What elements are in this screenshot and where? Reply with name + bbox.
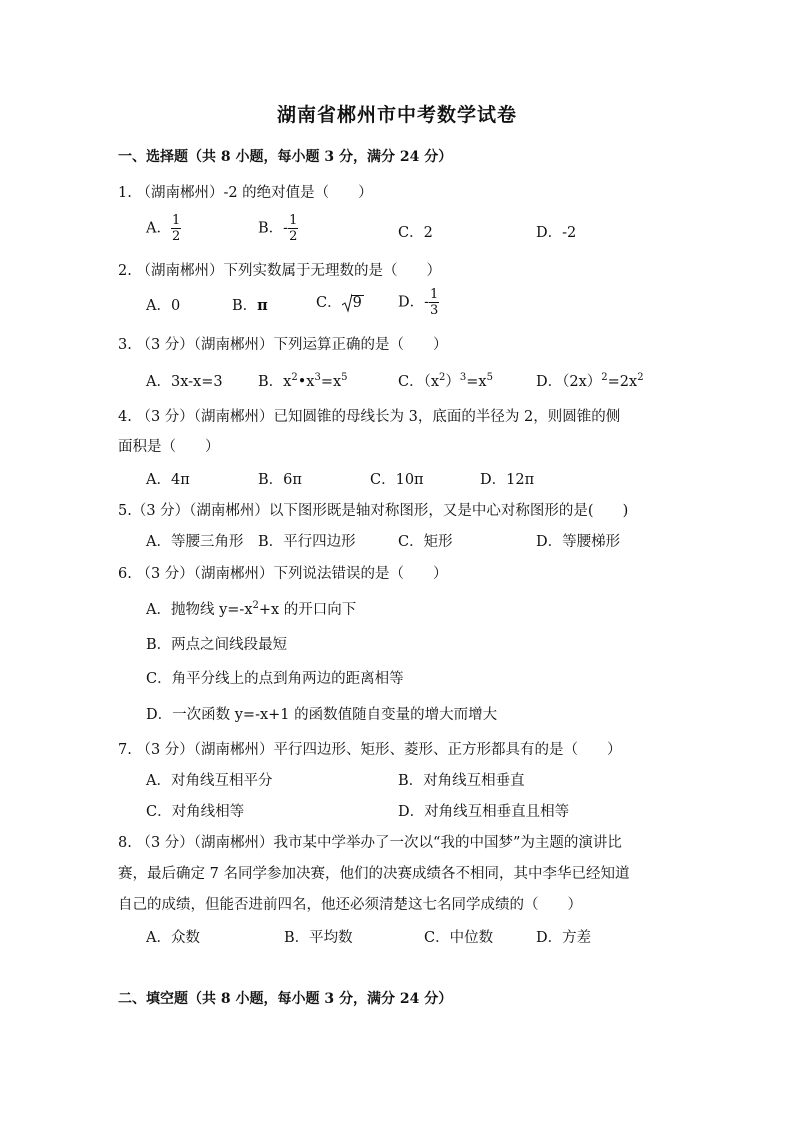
- numerator: 1: [171, 213, 181, 228]
- option-label: D．-: [398, 294, 430, 311]
- fraction: [288, 214, 298, 243]
- question-3-option-b: [258, 370, 348, 391]
- question-5-stem: 5.（3 分）（湖南郴州）以下图形既是轴对称图形，又是中心对称图形的是( ): [118, 503, 629, 519]
- question-4-option-b: B．6π: [258, 472, 302, 488]
- pi-symbol: π: [257, 297, 268, 314]
- term: =x: [466, 374, 487, 390]
- fraction: [171, 214, 181, 243]
- question-1-option-c: C．2: [398, 225, 433, 241]
- question-8-option-c: C．中位数: [424, 930, 494, 946]
- question-3-option-d: [536, 370, 644, 391]
- exponent: 2: [601, 372, 608, 383]
- question-8-option-b: B．平均数: [284, 930, 353, 946]
- option-text: +x 的开口向下: [258, 602, 357, 618]
- question-4-option-c: C．10π: [370, 472, 424, 488]
- question-6-option-b: B．两点之间线段最短: [146, 637, 288, 653]
- question-3-option-a: A．3x-x=3: [146, 374, 223, 390]
- question-2-option-d: [398, 288, 439, 317]
- question-4-option-a: A．4π: [146, 472, 190, 488]
- option-label: D．（2x）: [536, 374, 602, 390]
- exponent: 5: [341, 372, 348, 383]
- question-6-option-c: C．角平分线上的点到角两边的距离相等: [146, 671, 404, 687]
- fraction: [429, 288, 439, 317]
- question-3-option-c: [398, 370, 493, 391]
- question-4-stem-line1: 4. （3 分）（湖南郴州）已知圆锥的母线长为 3，底面的半径为 2，则圆锥的侧: [118, 409, 621, 425]
- option-label: B．: [258, 374, 284, 390]
- question-5-option-d: D．等腰梯形: [536, 534, 621, 550]
- question-6-stem: 6. （3 分）（湖南郴州）下列说法错误的是（ ）: [118, 566, 448, 582]
- question-2-option-c: [316, 291, 364, 313]
- question-8-stem-line1: 8. （3 分）（湖南郴州）我市某中学举办了一次以“我的中国梦”为主题的演讲比: [118, 835, 622, 851]
- question-7-option-b: B．对角线互相垂直: [398, 773, 525, 789]
- question-6-option-a: [146, 598, 356, 619]
- square-root: [342, 293, 364, 313]
- section-heading-fill-in: 二、填空题（共 8 小题，每小题 3 分，满分 24 分）: [118, 991, 453, 1007]
- numerator: 1: [289, 213, 298, 228]
- question-1-option-b: [258, 214, 298, 243]
- term: =2x: [607, 374, 638, 390]
- page-title: 湖南省郴州市中考数学试卷: [276, 104, 517, 126]
- option-label: A．: [146, 220, 171, 237]
- question-2-option-b: [232, 294, 268, 315]
- question-8-option-d: D．方差: [536, 930, 592, 946]
- question-5-option-c: C．矩形: [398, 534, 453, 550]
- exponent: 2: [291, 372, 298, 383]
- question-1-option-d: D．-2: [536, 225, 577, 241]
- question-1-stem: 1. （湖南郴州）-2 的绝对值是（ ）: [118, 185, 373, 201]
- question-8-option-a: A．众数: [146, 930, 200, 946]
- question-4-stem-line2: 面积是（ ）: [118, 439, 220, 455]
- numerator: 1: [430, 287, 439, 302]
- question-2-option-a: A．0: [146, 298, 181, 314]
- question-7-option-d: D．对角线互相垂直且相等: [398, 804, 570, 820]
- option-label: C．: [316, 295, 342, 311]
- exponent: 5: [486, 372, 493, 383]
- question-5-option-b: B．平行四边形: [258, 534, 356, 550]
- option-text: A．抛物线 y=-x: [146, 602, 253, 618]
- term: =x: [320, 374, 342, 390]
- denominator: 3: [430, 303, 439, 318]
- question-8-stem-line3: 自己的成绩，但能否进前四名，他还必须清楚这七名同学成绩的（ ）: [118, 897, 582, 913]
- question-6-option-d: D．一次函数 y=-x+1 的函数值随自变量的增大而增大: [146, 707, 498, 723]
- option-label: C．（x: [398, 374, 440, 390]
- option-label: B．-: [258, 220, 289, 237]
- question-1-option-a: [146, 214, 181, 243]
- question-5-option-a: A．等腰三角形: [146, 534, 244, 550]
- radicand: 9: [352, 295, 362, 311]
- term: x: [283, 374, 292, 390]
- question-7-option-c: C．对角线相等: [146, 804, 245, 820]
- question-3-stem: 3. （3 分）（湖南郴州）下列运算正确的是（ ）: [118, 337, 448, 353]
- question-2-stem: 2. （湖南郴州）下列实数属于无理数的是（ ）: [118, 263, 441, 279]
- term: •x: [297, 374, 315, 390]
- exponent: 2: [637, 372, 644, 383]
- exponent: 3: [459, 372, 467, 383]
- exponent: 3: [314, 372, 321, 383]
- section-heading-choice: 一、选择题（共 8 小题，每小题 3 分，满分 24 分）: [118, 149, 453, 165]
- exponent: 2: [439, 372, 446, 383]
- question-4-option-d: D．12π: [480, 472, 535, 488]
- denominator: 2: [289, 229, 298, 244]
- question-7-stem: 7. （3 分）（湖南郴州）平行四边形、矩形、菱形、正方形都具有的是（ ）: [118, 742, 622, 758]
- question-7-option-a: A．对角线互相平分: [146, 773, 273, 789]
- exponent: 2: [252, 600, 259, 611]
- question-8-stem-line2: 赛，最后确定 7 名同学参加决赛，他们的决赛成绩各不相同，其中李华已经知道: [118, 866, 630, 882]
- term: ）: [445, 374, 460, 390]
- denominator: 2: [171, 229, 181, 244]
- option-label: B．: [232, 298, 258, 314]
